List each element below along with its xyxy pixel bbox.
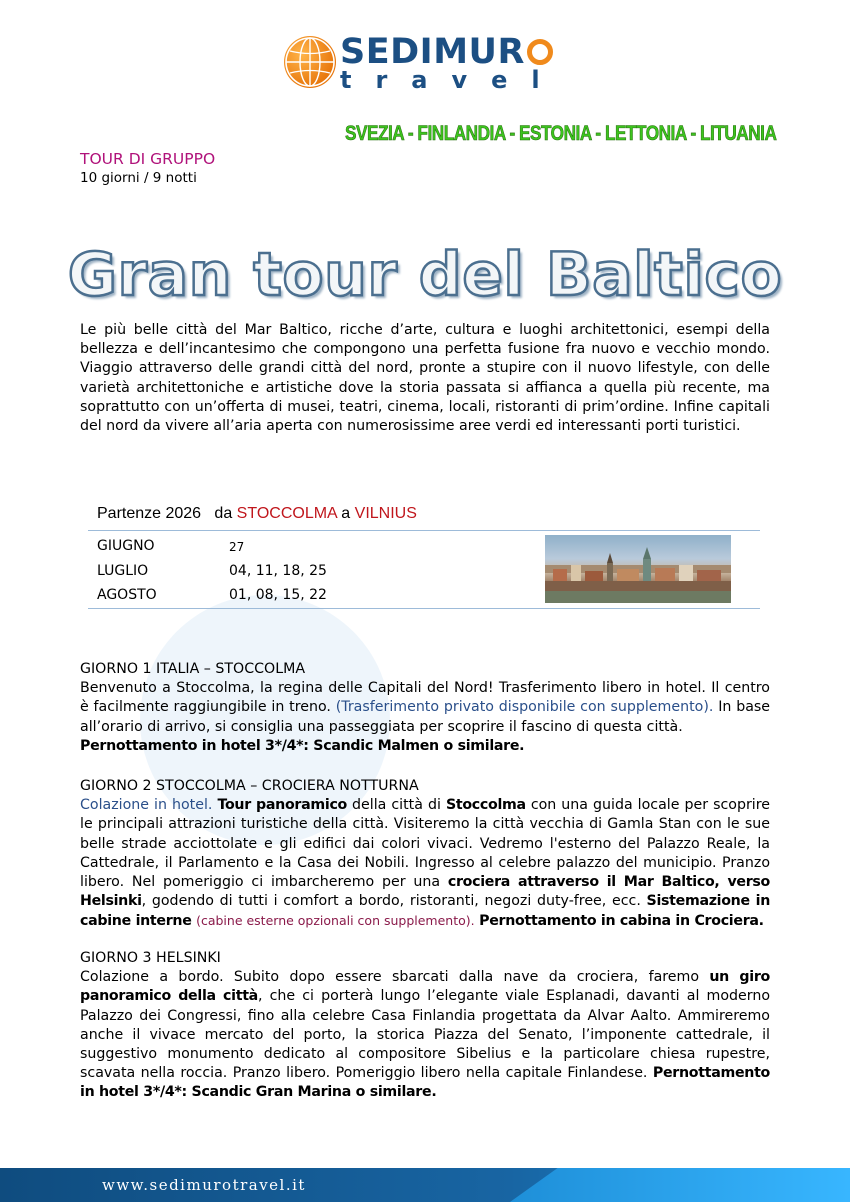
website-link[interactable]: www.sedimurotravel.it [102,1176,306,1194]
day-title: GIORNO 3 HELSINKI [80,950,221,966]
from-word: da [214,505,233,522]
month-label: AGOSTO [97,587,157,603]
to-word: a [341,505,351,522]
day-text-highlight: un giro panoramico della città [80,969,770,1005]
day-text [80,796,770,931]
cabin-note: (cabine esterne opzionali con supplemento). [196,913,475,929]
tour-length: 10 giorni / 9 notti [80,170,197,186]
day-text-part: Colazione in hotel. [80,797,213,814]
to-city: VILNIUS [354,505,417,522]
day-text-part: della città di [352,797,441,814]
month-dates: 27 [229,540,245,554]
day-text-part: , godendo di tutti i comfort a bordo, ristoranti, negozi duty-free, ecc. [141,893,641,910]
day-text-highlight: Pernottamento in cabina in Crociera. [479,913,764,930]
day-text-highlight: crociera attraverso il Mar Baltico, verso Helsinki [80,874,771,910]
day-text-part: Colazione a bordo. Subito dopo essere sbarcati dalla nave da crociera, faremo [80,969,700,986]
page-title: Gran tour del Baltico [67,240,783,310]
countries-banner: SVEZIA - FINLANDIA - ESTONIA - LETTONIA - LITUANIA [345,122,777,145]
day-text [80,968,770,1102]
day-3 [80,949,770,1103]
divider [88,608,760,609]
logo-subtitle: travel [340,66,564,94]
transfer-note: (Trasferimento privato disponibile con supplemento). [335,699,714,716]
day-text-part: Benvenuto a Stoccolma, la regina delle Capitali del Nord! Trasferimento libero in hotel. Il centro è facilmente raggiungibile in treno. [80,680,770,716]
tour-type: TOUR DI GRUPPO [80,150,216,168]
day-text-part: con una guida locale per scoprire le principali attrazioni turistiche della città. Visiteremo la città vecchia di Gamla Stan con le sue belle strade acciottolate e gli edifici dai colori vivaci. Vedremo l'esterno del Palazzo Reale, la Cattedrale, il Parlamento e la Casa dei Nobili. Ingresso al celebre palazzo del municipio. Pranzo libero. Nel pomeriggio ci imbarcheremo per una [80,797,770,891]
day-text-highlight: Sistemazione in cabine interne [80,893,770,930]
from-city: STOCCOLMA [236,505,337,522]
intro-paragraph: Le più belle città del Mar Baltico, ricche d’arte, cultura e luoghi architettonici, esempi della bellezza e dell’incantesimo che compongono una perfetta fusione fra nuovo e vecchio mondo. Viaggio attraverso delle grandi città del nord, pronte a stupire con il nuovo lifestyle, con delle varietà architettoniche e artistiche dove la storia passata si affianca a quella più recente, ma soprattutto con un’offerta di musei, teatri, cinema, locali, ristoranti di prim’ordine. Infine capitali del nord da vivere all’aria aperta con numerosissime aree verdi ed interessanti porti turistici. [80,322,770,435]
brand-logo[interactable] [282,34,592,96]
day-title: GIORNO 1 ITALIA – STOCCOLMA [80,661,306,677]
footer-accent [510,1168,850,1202]
day-text-highlight: Tour panoramico [217,797,347,814]
divider [88,530,760,531]
day-text [80,679,770,737]
day-2 [80,777,770,932]
day-text-part: , che ci porterà lungo l’elegante viale Esplanadi, davanti al moderno Palazzo dei Congressi, fino alla celebre Casa Finlandia progettata da Alvar Aalto. Ammireremo anche il vivace mercato del porto, la storica Piazza del Senato, l’imponente cattedrale, il suggestivo monumento dedicato al compositore Sibelius e la particolare chiesa rupestre, scavata nella roccia. Pranzo libero. Pomeriggio libero nella capitale Finlandese. [80,988,770,1082]
month-dates: 01, 08, 15, 22 [229,587,327,603]
month-dates: 04, 11, 18, 25 [229,563,327,579]
month-label: LUGLIO [97,563,149,579]
logo-o-ring [527,39,553,65]
globe-icon [284,36,336,88]
departures-heading [97,505,417,523]
day-1 [80,660,770,756]
day-text-highlight: Stoccolma [445,797,526,814]
month-label: GIUGNO [97,538,155,554]
day-title: GIORNO 2 STOCCOLMA – CROCIERA NOTTURNA [80,778,419,794]
city-photo [545,535,731,603]
day-text-highlight: Pernottamento in hotel 3*/4*: Scandic Gran Marina o similare. [80,1065,770,1101]
day-text-part: In base all’orario di arrivo, si consiglia una passeggiata per scoprire il fascino di questa città. [80,699,771,735]
hotel-info: Pernottamento in hotel 3*/4*: Scandic Malmen o similare. [80,737,525,754]
departures-label: Partenze 2026 [97,505,202,522]
logo-wordmark: SEDIMUR [340,32,553,72]
